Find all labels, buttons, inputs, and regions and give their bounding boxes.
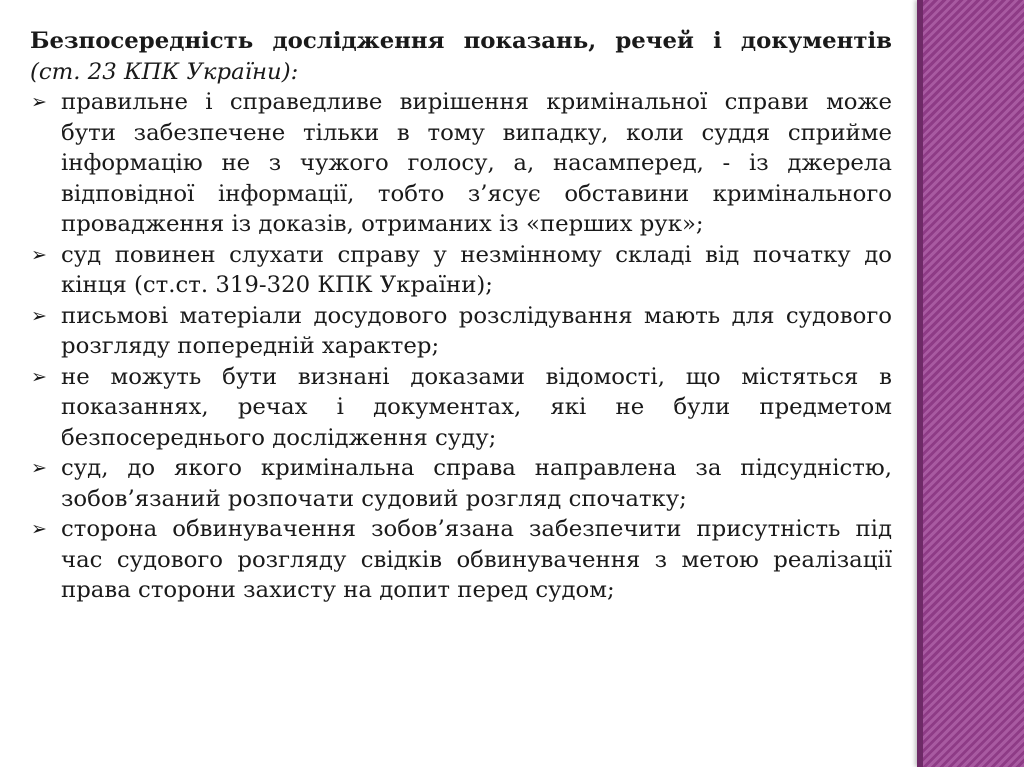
- list-item-text: не можуть бути визнані доказами відомості, що містяться в показаннях, речах і документах, які не були предметом безпосереднього дослідження суду;: [61, 363, 892, 451]
- arrowhead-right-icon: ➢: [31, 365, 47, 388]
- list-item: [30, 301, 892, 362]
- arrowhead-right-icon: ➢: [31, 304, 47, 327]
- decorative-side-band: [917, 0, 1024, 767]
- list-item-text: письмові матеріали досудового розслідування мають для судового розгляду попередній характер;: [61, 302, 892, 359]
- slide-content: [30, 26, 892, 606]
- arrowhead-right-icon: ➢: [31, 243, 47, 266]
- list-item: [30, 240, 892, 301]
- principles-list: [30, 87, 892, 606]
- heading-citation: (ст. 23 КПК України):: [30, 58, 299, 85]
- arrowhead-right-icon: ➢: [31, 91, 47, 113]
- list-item: [30, 362, 892, 454]
- list-item: [30, 514, 892, 606]
- list-item: [30, 453, 892, 514]
- list-item-text: сторона обвинувачення зобов’язана забезпечити присутність під час судового розгляду свідків обвинувачення з метою реалізації права сторони захисту на допит перед судом;: [61, 516, 892, 603]
- slide-heading: [30, 26, 892, 87]
- list-item-text: суд, до якого кримінальна справа направлена за підсудністю, зобов’язаний розпочати судовий розгляд спочатку;: [61, 455, 892, 512]
- list-item-text: правильне і справедливе вирішення кримінальної справи може бути забезпечене тільки в тому випадку, коли суддя сприйме інформацію не з чужого голосу, а, насамперед, - із джерела відповідної інформації, тобто з’ясує обставини кримінального провадження із доказів, отриманих із «перших рук»;: [61, 89, 892, 237]
- list-item-text: суд повинен слухати справу у незмінному складі від початку до кінця (ст.ст. 319-320 КПК України);: [61, 241, 892, 298]
- heading-bold-text: Безпосередність дослідження показань, речей і документів: [30, 28, 892, 54]
- arrowhead-right-icon: ➢: [31, 518, 47, 540]
- arrowhead-right-icon: ➢: [31, 457, 47, 479]
- list-item: [30, 87, 892, 240]
